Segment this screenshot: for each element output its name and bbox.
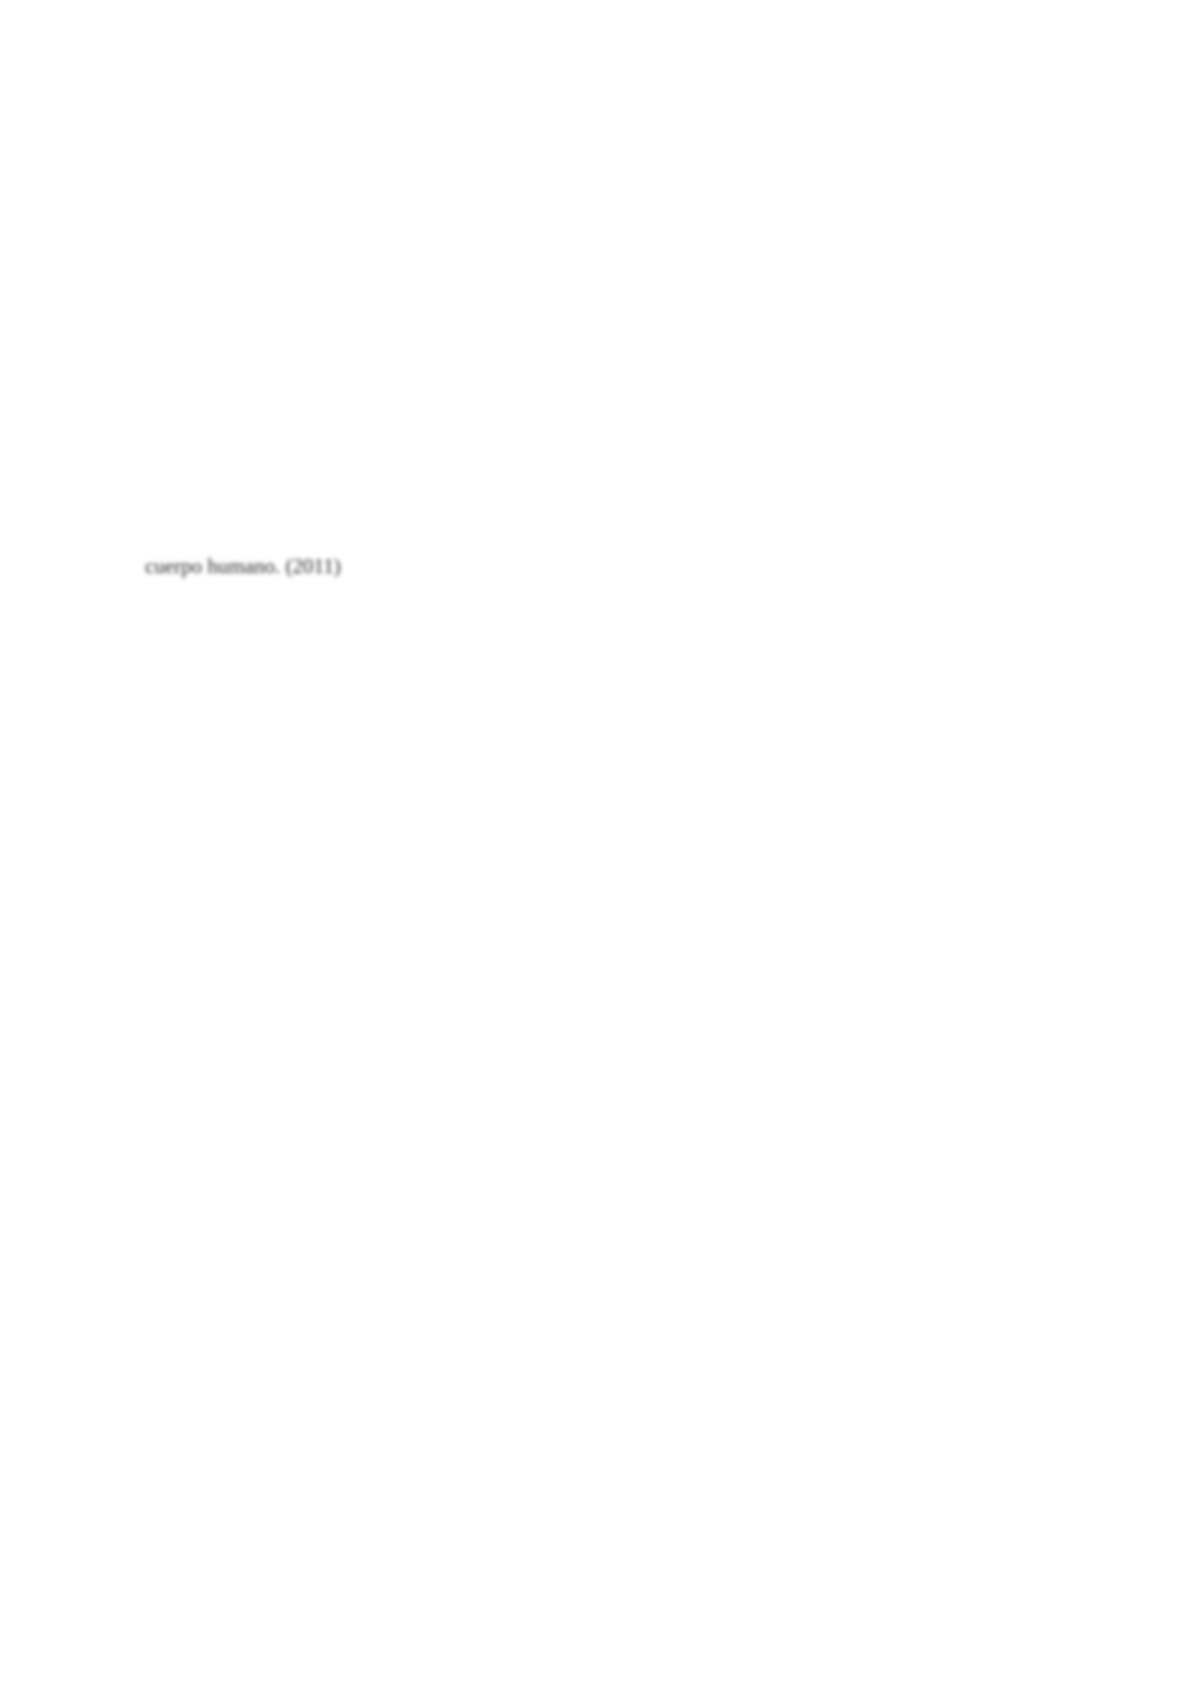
text-line — [145, 1511, 1053, 1568]
text-line — [145, 939, 1053, 996]
text-line — [145, 367, 1053, 424]
text-line — [145, 1568, 1053, 1625]
text-line — [145, 481, 1053, 538]
text-line — [145, 767, 1053, 824]
citation-line: cuerpo humano. (2011) — [145, 554, 341, 579]
text-line — [145, 252, 1053, 309]
text-line — [145, 1339, 1053, 1396]
text-line — [145, 195, 1053, 252]
text-line — [145, 881, 1053, 938]
text-line — [145, 310, 1053, 367]
text-line — [145, 596, 1053, 653]
text-line — [145, 1396, 1053, 1453]
text-line — [145, 424, 1053, 481]
text-line — [145, 824, 1053, 881]
text-line — [145, 1225, 1053, 1282]
text-line — [145, 1453, 1053, 1510]
text-line — [145, 1282, 1053, 1339]
text-line — [145, 1110, 1053, 1167]
body-text — [145, 138, 1053, 1625]
text-line — [145, 996, 1053, 1053]
text-line — [145, 1167, 1053, 1224]
text-line — [145, 1053, 1053, 1110]
text-line — [145, 138, 1053, 195]
text-line — [145, 710, 1053, 767]
text-line — [145, 653, 1053, 710]
